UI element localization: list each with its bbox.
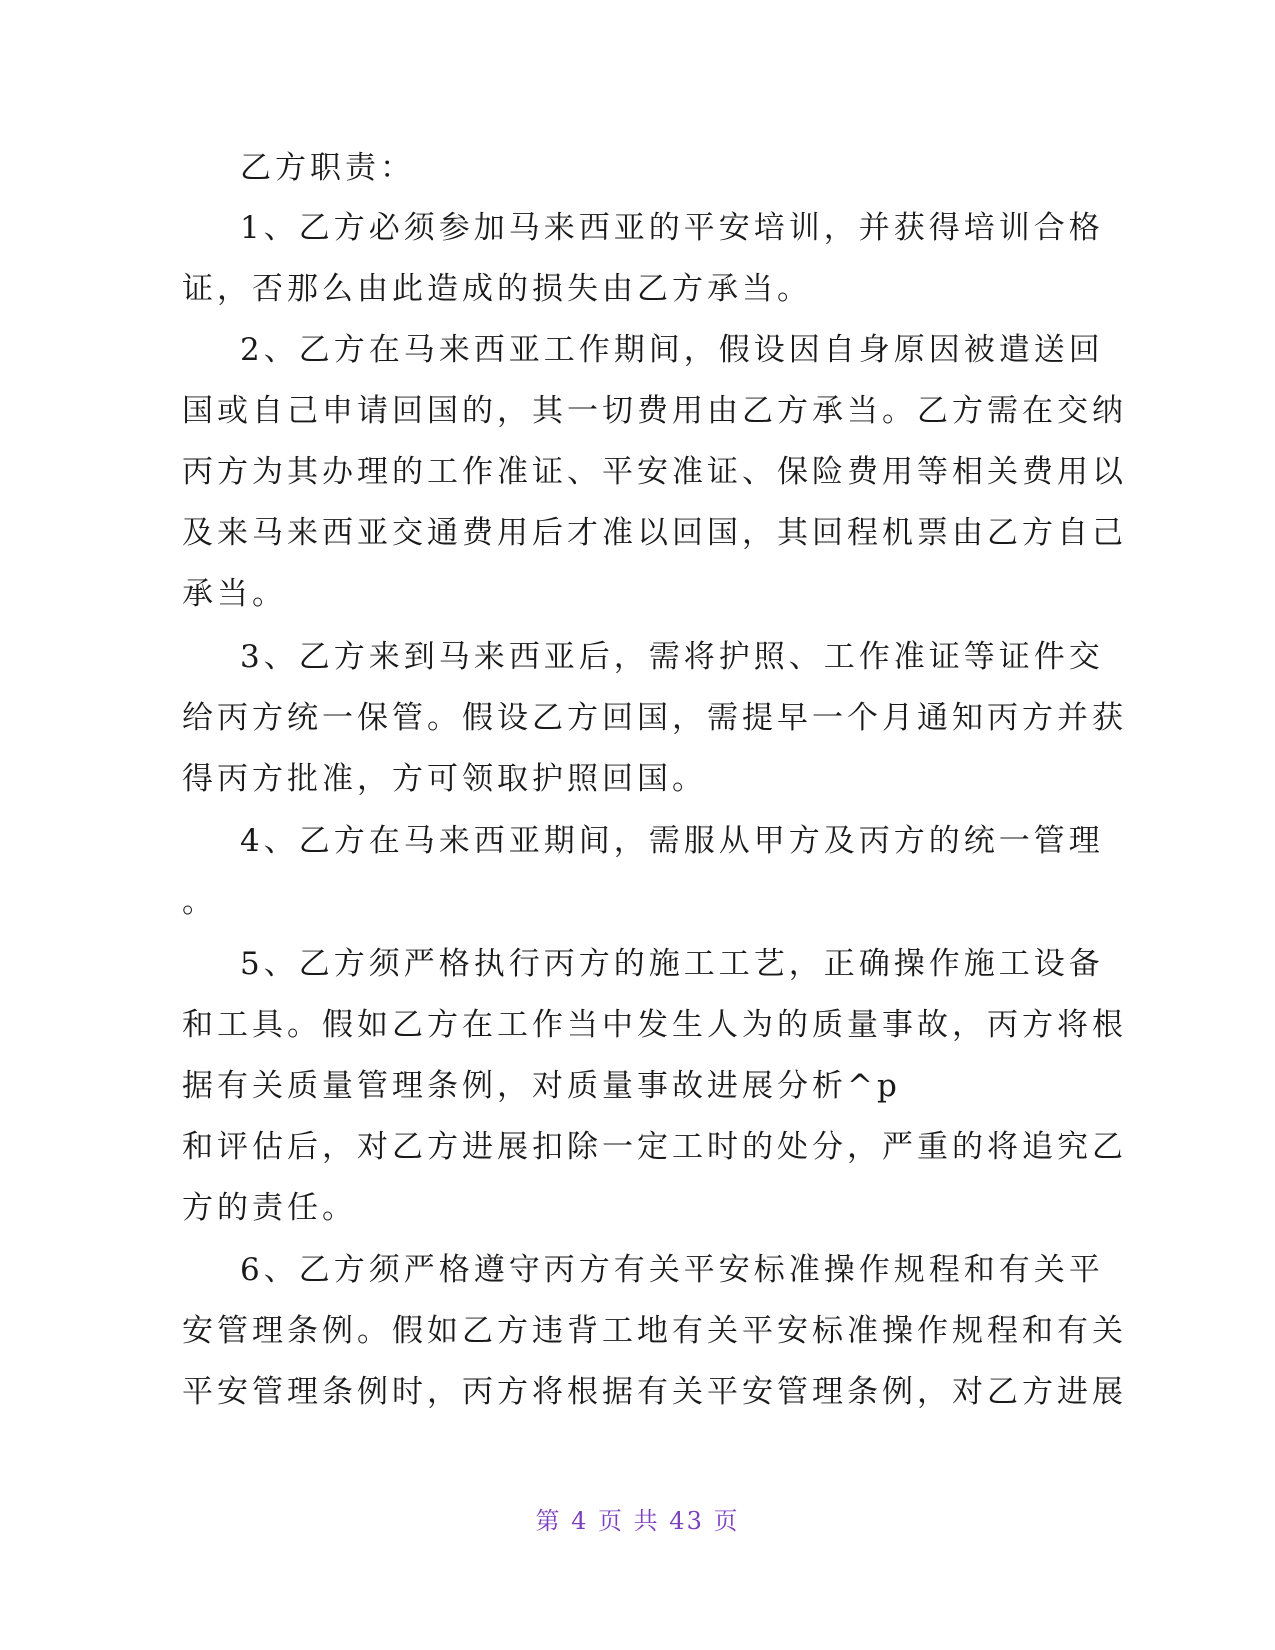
- paragraph-line: 及来马来西亚交通费用后才准以回国，其回程机票由乙方自己: [182, 515, 1127, 551]
- paragraph-line: 5、乙方须严格执行丙方的施工工艺，正确操作施工设备: [240, 946, 1104, 982]
- paragraph-line: 方的责任。: [182, 1190, 357, 1226]
- paragraph-line: 证，否那么由此造成的损失由乙方承当。: [182, 271, 812, 307]
- paragraph-line: 据有关质量管理条例，对质量事故进展分析^p: [182, 1068, 901, 1104]
- paragraph-line: 给丙方统一保管。假设乙方回国，需提早一个月通知丙方并获: [182, 700, 1127, 736]
- paragraph-line: 6、乙方须严格遵守丙方有关平安标准操作规程和有关平: [240, 1252, 1104, 1288]
- paragraph-line: 丙方为其办理的工作准证、平安准证、保险费用等相关费用以: [182, 454, 1127, 490]
- paragraph-line: 安管理条例。假如乙方违背工地有关平安标准操作规程和有关: [182, 1313, 1127, 1349]
- paragraph-line: 。: [182, 884, 217, 920]
- paragraph-line: 平安管理条例时，丙方将根据有关平安管理条例，对乙方进展: [182, 1374, 1127, 1410]
- paragraph-line: 和工具。假如乙方在工作当中发生人为的质量事故，丙方将根: [182, 1007, 1127, 1043]
- paragraph-line: 1、乙方必须参加马来西亚的平安培训，并获得培训合格: [240, 210, 1104, 246]
- page-number-footer: 第 4 页 共 43 页: [535, 1507, 740, 1535]
- paragraph-line: 3、乙方来到马来西亚后，需将护照、工作准证等证件交: [240, 639, 1104, 675]
- paragraph-line: 2、乙方在马来西亚工作期间，假设因自身原因被遣送回: [240, 332, 1104, 368]
- paragraph-line: 得丙方批准，方可领取护照回国。: [182, 761, 707, 797]
- section-heading: 乙方职责：: [240, 150, 415, 186]
- paragraph-line: 国或自己申请回国的，其一切费用由乙方承当。乙方需在交纳: [182, 393, 1127, 429]
- paragraph-line: 和评估后，对乙方进展扣除一定工时的处分，严重的将追究乙: [182, 1129, 1127, 1165]
- paragraph-line: 4、乙方在马来西亚期间，需服从甲方及丙方的统一管理: [240, 823, 1104, 859]
- paragraph-line: 承当。: [182, 576, 287, 612]
